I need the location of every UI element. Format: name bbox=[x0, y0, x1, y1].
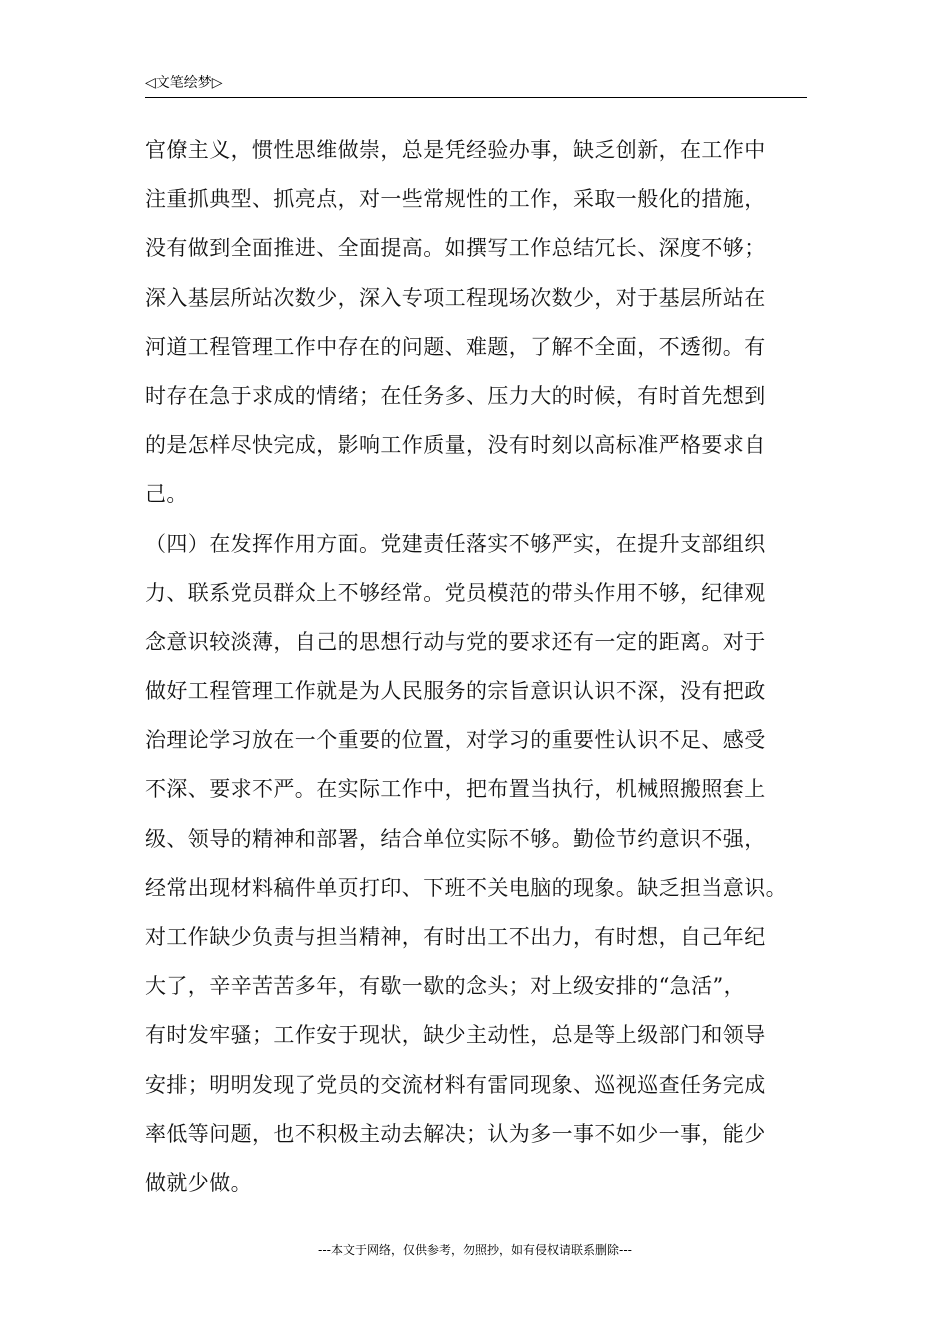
text-line: 大了，辛辛苦苦多年，有歇一歇的念头；对上级安排的“急活”， bbox=[145, 974, 746, 999]
text-line: 对工作缺少负责与担当精神，有时出工不出力，有时想，自己年纪 bbox=[145, 925, 766, 949]
text-line: 官僚主义，惯性思维做崇，总是凭经验办事，缺乏创新，在工作中 bbox=[145, 138, 766, 162]
text-line: 河道工程管理工作中存在的问题、难题，了解不全面，不透彻。有 bbox=[145, 334, 766, 359]
text-line: 做好工程管理工作就是为人民服务的宗旨意识认识不深，没有把政 bbox=[145, 679, 766, 704]
text-line: 念意识较淡薄，自己的思想行动与党的要求还有一定的距离。对于 bbox=[145, 629, 766, 654]
text-line: （四）在发挥作用方面。党建责任落实不够严实，在提升支部组织 bbox=[145, 531, 766, 556]
text-line: 不深、要求不严。在实际工作中，把布置当执行，机械照搬照套上 bbox=[145, 777, 766, 802]
text-line: 率低等问题，也不积极主动去解决；认为多一事不如少一事，能少 bbox=[145, 1121, 766, 1146]
text-line: 的是怎样尽快完成，影响工作质量，没有时刻以高标准严格要求自 bbox=[145, 433, 766, 458]
text-line: 深入基层所站次数少，深入专项工程现场次数少，对于基层所站在 bbox=[145, 285, 766, 310]
text-line: 安排；明明发现了党员的交流材料有雷同现象、巡视巡查任务完成 bbox=[145, 1072, 766, 1097]
text-line: 力、联系党员群众上不够经常。党员模范的带头作用不够，纪律观 bbox=[145, 580, 766, 605]
text-line: 注重抓典型、抓亮点，对一些常规性的工作，采取一般化的措施， bbox=[145, 187, 766, 212]
header-title: ◁文笔绘梦▷ bbox=[145, 75, 223, 91]
text-line: 有时发牢骚；工作安于现状，缺少主动性，总是等上级部门和领导 bbox=[145, 1023, 766, 1048]
document-body bbox=[145, 126, 825, 1208]
text-line: 己。 bbox=[145, 482, 188, 507]
text-line: 做就少做。 bbox=[145, 1170, 252, 1195]
text-line: 时存在急于求成的情绪；在任务多、压力大的时候，有时首先想到 bbox=[145, 383, 766, 408]
page-footer: ---本文于网络，仅供参考，勿照抄，如有侵权请联系删除--- bbox=[318, 1243, 632, 1257]
text-line: 经常出现材料稿件单页打印、下班不关电脑的现象。缺乏担当意识。 bbox=[145, 875, 787, 900]
text-line: 没有做到全面推进、全面提高。如撰写工作总结冗长、深度不够； bbox=[145, 236, 766, 261]
text-line: 治理论学习放在一个重要的位置，对学习的重要性认识不足、感受 bbox=[145, 728, 766, 753]
page-header bbox=[145, 72, 807, 98]
text-line: 级、领导的精神和部署，结合单位实际不够。勤俭节约意识不强， bbox=[145, 826, 766, 851]
